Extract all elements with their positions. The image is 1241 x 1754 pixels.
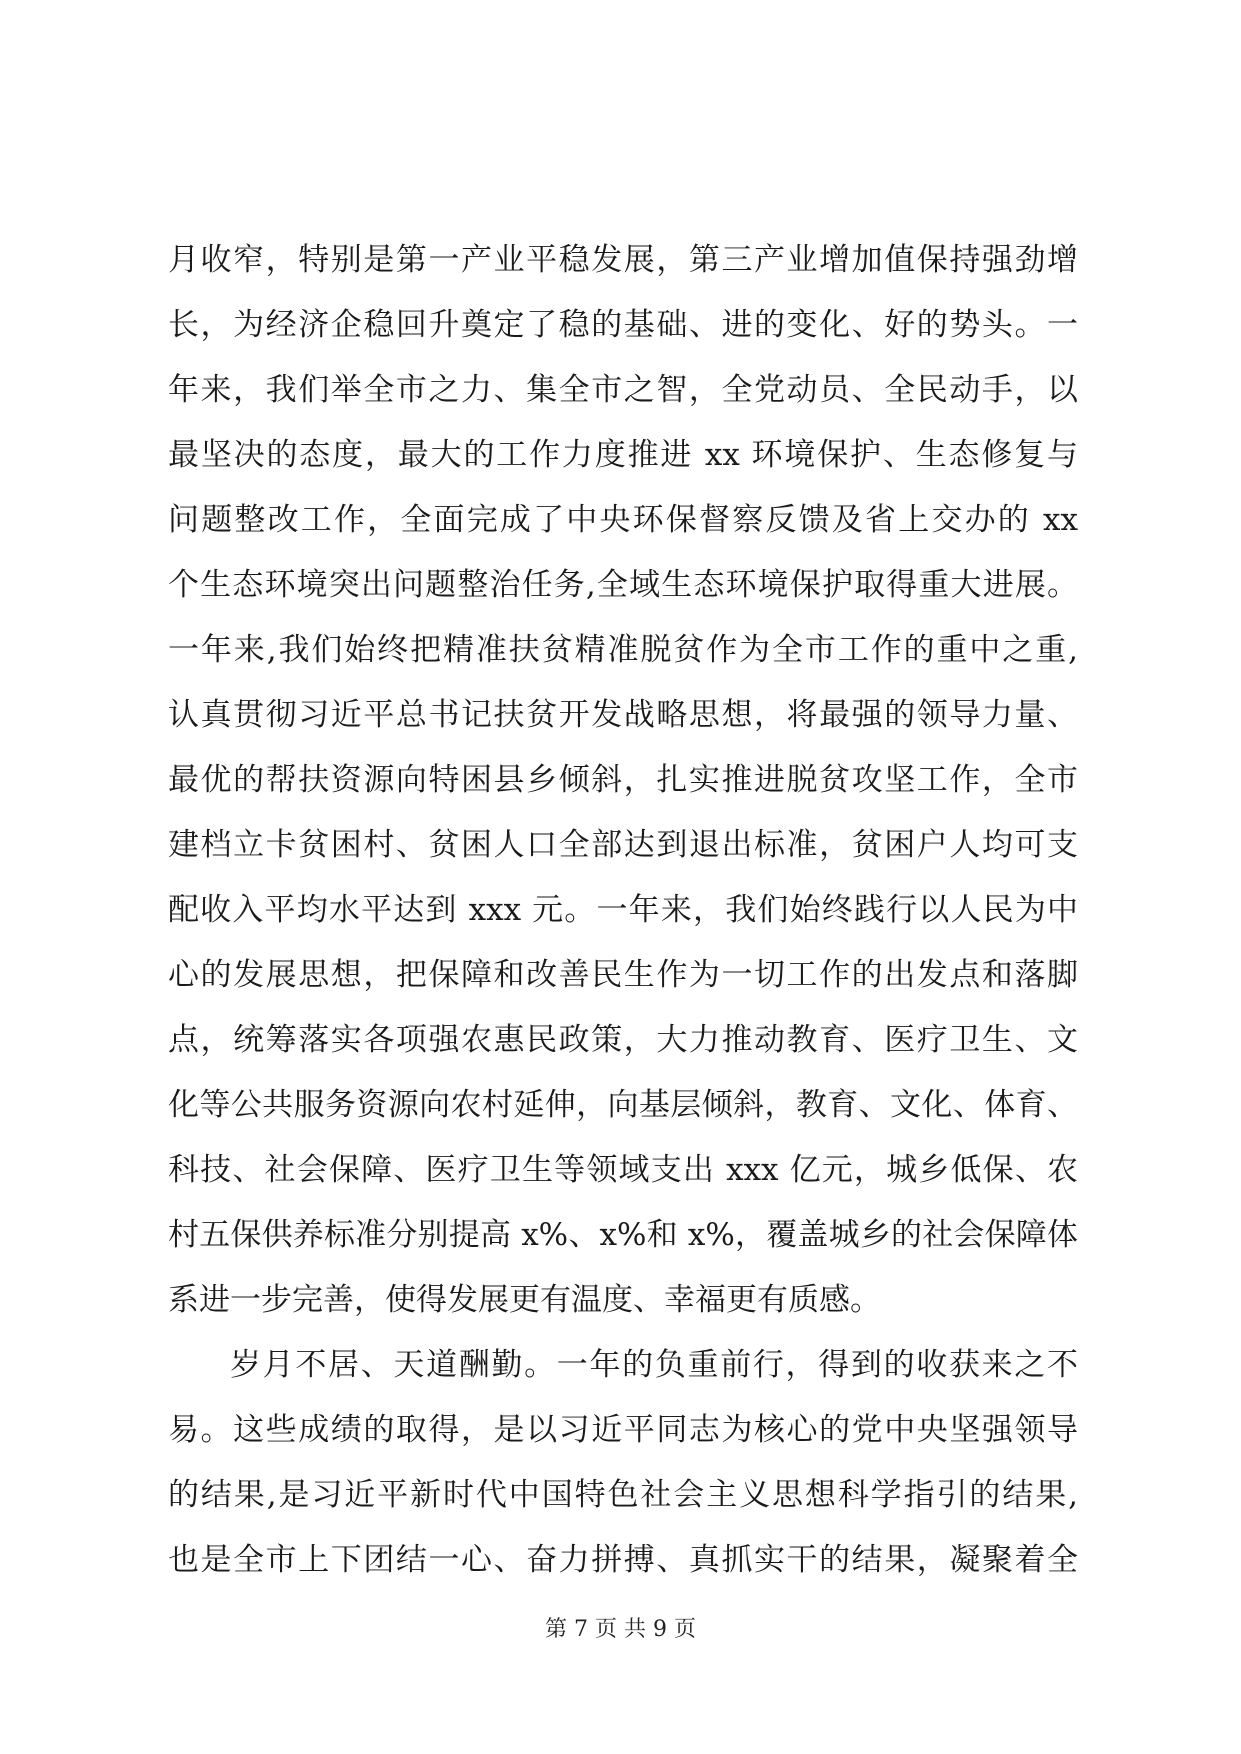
document-body: [168, 228, 1078, 1593]
text-line: 配收入平均水平达到 xxx 元。一年来，我们始终践行以人民为中: [168, 892, 1078, 928]
text-line: 点，统筹落实各项强农惠民政策，大力推动教育、医疗卫生、文: [168, 1022, 1078, 1058]
text-line: 的结果,是习近平新时代中国特色社会主义思想科学指引的结果,: [168, 1477, 1078, 1513]
paragraph-1: [168, 228, 1078, 1333]
text-line: 一年来,我们始终把精准扶贫精准脱贫作为全市工作的重中之重,: [168, 632, 1078, 668]
text-line: 长，为经济企稳回升奠定了稳的基础、进的变化、好的势头。一: [168, 307, 1078, 343]
page-number: 第 7 页 共 9 页: [545, 1617, 696, 1642]
text-line: 村五保供养标准分别提高 x%、x%和 x%，覆盖城乡的社会保障体: [168, 1217, 1078, 1253]
text-line: 易。这些成绩的取得，是以习近平同志为核心的党中央坚强领导: [168, 1412, 1078, 1448]
text-line: 问题整改工作，全面完成了中央环保督察反馈及省上交办的 xx: [168, 502, 1078, 538]
text-line: 岁月不居、天道酬勤。一年的负重前行，得到的收获来之不: [230, 1347, 1078, 1383]
text-line: 月收窄，特别是第一产业平稳发展，第三产业增加值保持强劲增: [168, 242, 1078, 278]
text-line: 个生态环境突出问题整治任务,全域生态环境保护取得重大进展。: [168, 567, 1078, 603]
text-line: 也是全市上下团结一心、奋力拼搏、真抓实干的结果，凝聚着全: [168, 1542, 1078, 1578]
text-line: 认真贯彻习近平总书记扶贫开发战略思想，将最强的领导力量、: [168, 697, 1078, 733]
text-line: 最坚决的态度，最大的工作力度推进 xx 环境保护、生态修复与: [168, 437, 1078, 473]
text-line: 化等公共服务资源向农村延伸，向基层倾斜，教育、文化、体育、: [168, 1087, 1078, 1123]
text-line: 心的发展思想，把保障和改善民生作为一切工作的出发点和落脚: [168, 957, 1078, 993]
text-line: 建档立卡贫困村、贫困人口全部达到退出标准，贫困户人均可支: [168, 827, 1078, 863]
text-line: 年来，我们举全市之力、集全市之智，全党动员、全民动手，以: [168, 372, 1078, 408]
text-line: 最优的帮扶资源向特困县乡倾斜，扎实推进脱贫攻坚工作，全市: [168, 762, 1078, 798]
text-line: 系进一步完善，使得发展更有温度、幸福更有质感。: [168, 1282, 881, 1318]
page-footer: [0, 1615, 1241, 1645]
text-line: 科技、社会保障、医疗卫生等领域支出 xxx 亿元，城乡低保、农: [168, 1152, 1078, 1188]
paragraph-2: [168, 1333, 1078, 1593]
